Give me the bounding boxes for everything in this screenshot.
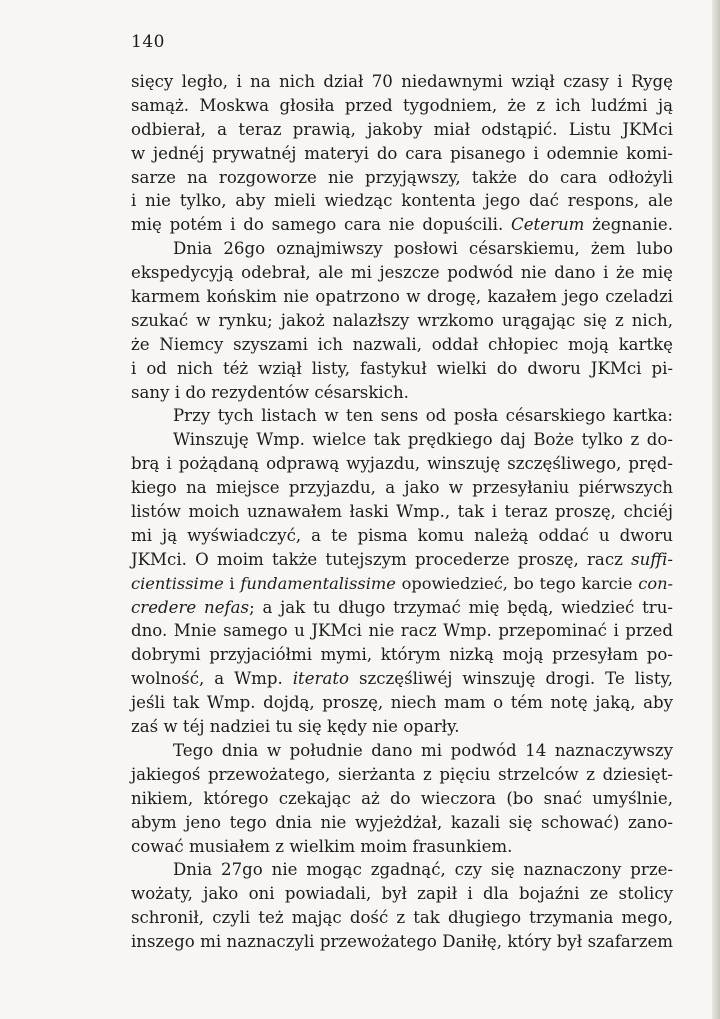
text-line	[131, 357, 673, 381]
text-line	[131, 596, 673, 620]
text-run: i nie tylko, aby mieli wiedząc kontenta jego dać respons, ale	[131, 191, 673, 211]
text-run: JKMci. O moim także tutejszym procederze proszę, racz	[131, 549, 623, 569]
text-line	[131, 213, 673, 237]
text-run: Dnia 27go nie mogąc zgadnąć, czy się naznaczony prze-	[173, 860, 673, 880]
text-line	[131, 309, 673, 333]
text-run: Tego dnia w południe dano mi podwód 14 naznaczywszy	[173, 740, 673, 760]
text-run: ekspedycyją odebrał, ale mi jeszcze podwód nie dano i że mię	[131, 263, 673, 283]
text-run: Winszuję Wmp. wielce tak prędkiego daj Boże tylko z do-	[173, 430, 673, 450]
text-run: brą i pożądaną odprawą wyjazdu, winszuję szczęśliwego, pręd-	[131, 454, 673, 474]
italic-text-run: cientissime	[131, 573, 224, 593]
italic-text-run: fundamentalissime	[240, 573, 396, 593]
text-run: wożaty, jako oni powiadali, był zapił i dla bojaźni ze stolicy	[131, 884, 673, 904]
text-line	[131, 858, 673, 882]
text-run: wolność, a Wmp.	[131, 669, 283, 689]
text-run: szukać w rynku; jakoż nalazłszy wrzkomo urągając się z nich,	[131, 310, 673, 330]
text-line	[131, 452, 673, 476]
text-line	[131, 189, 673, 213]
text-run: sany i do rezydentów césarskich.	[131, 382, 409, 402]
text-line	[131, 548, 673, 572]
text-run: nikiem, którego czekając aż do wieczora (bo snać umyślnie,	[131, 788, 673, 808]
text-run: szczęśliwéj winszuję drogi. Te listy,	[359, 669, 673, 689]
italic-text-run: con-	[638, 573, 673, 593]
text-run: jakiegoś przewożatego, sierżanta z pięciu strzelców z dziesięt-	[131, 764, 673, 784]
text-run: żegnanie.	[592, 215, 673, 235]
text-run: w jednéj prywatnéj materyi do cara pisanego i odemnie komi-	[131, 143, 673, 163]
text-line	[131, 715, 673, 739]
text-run: sięcy legło, i na nich dział 70 niedawnymi wziął czasy i Rygę	[131, 72, 673, 91]
text-run: kiego na miejsce przyjazdu, a jako w przesyłaniu piérwszych	[131, 478, 673, 498]
text-line	[131, 643, 673, 667]
text-line	[131, 94, 673, 118]
text-line	[131, 500, 673, 524]
text-line	[131, 882, 673, 906]
text-run: dno. Mnie samego u JKMci nie racz Wmp. przepominać i przed	[131, 621, 673, 641]
text-run: opowiedzieć, bo tego karcie	[401, 573, 633, 593]
text-line	[131, 261, 673, 285]
text-run: Przy tych listach w ten sens od posła césarskiego kartka:	[173, 406, 673, 426]
text-run: listów moich uznawałem łaski Wmp., tak i teraz proszę, chciéj	[131, 502, 673, 522]
text-run: karmem końskim nie opatrzono w drogę, kazałem jego czeladzi	[131, 287, 673, 307]
text-line	[131, 739, 673, 763]
text-line	[131, 166, 673, 190]
page-edge	[712, 0, 720, 1019]
text-line	[131, 835, 673, 859]
text-run: że Niemcy szyszami ich nazwali, oddał chłopiec moją kartkę	[131, 334, 673, 354]
text-run: i od nich téż wziął listy, fastykuł wielki do dworu JKMci pi-	[131, 358, 673, 378]
text-run: inszego mi naznaczyli przewożatego Daniłę, który był szafarzem	[131, 932, 673, 952]
italic-text-run: suffi-	[631, 549, 673, 569]
text-line	[131, 381, 673, 405]
text-run: zaś w téj nadziei tu się kędy nie oparły.	[131, 717, 460, 737]
text-run: schronił, czyli też mając dość z tak długiego trzymania mego,	[131, 908, 673, 928]
text-line	[131, 476, 673, 500]
text-run: abym jeno tego dnia nie wyjeżdżał, kazali się schować) zano-	[131, 812, 673, 832]
text-line	[131, 572, 673, 596]
text-line	[131, 787, 673, 811]
text-run: mi ją wyświadczyć, a te pisma komu należą oddać u dworu	[131, 525, 673, 545]
text-line	[131, 404, 673, 428]
text-line	[131, 70, 673, 94]
text-line	[131, 906, 673, 930]
text-run: samąż. Moskwa głosiła przed tygodniem, że z ich ludźmi ją	[131, 95, 673, 115]
text-line	[131, 691, 673, 715]
text-line	[131, 428, 673, 452]
text-line	[131, 237, 673, 261]
text-run: cować musiałem z wielkim moim frasunkiem.	[131, 836, 513, 856]
italic-text-run: Ceterum	[511, 215, 585, 235]
text-line	[131, 811, 673, 835]
text-run: mię potém i do samego cara nie dopuścili.	[131, 215, 504, 235]
text-run: Dnia 26go oznajmiwszy posłowi césarskiemu, żem lubo	[173, 239, 673, 259]
italic-text-run: credere nefas	[131, 597, 250, 617]
text-run: i	[229, 573, 235, 593]
text-run: sarze na rozgoworze nie przyjąwszy, także do cara odłożyli	[131, 167, 673, 187]
text-line	[131, 142, 673, 166]
text-line	[131, 118, 673, 142]
text-run: dobrymi przyjaciółmi mymi, którym nizką moją przesyłam po-	[131, 645, 673, 665]
text-run: jeśli tak Wmp. dojdą, proszę, niech mam o tém notę jaką, aby	[131, 693, 673, 713]
text-run: ; a jak tu długo trzymać mię będą, wiedzieć tru-	[249, 597, 674, 617]
italic-text-run: iterato	[292, 669, 350, 689]
text-line	[131, 333, 673, 357]
text-line	[131, 285, 673, 309]
page-number: 140	[131, 32, 165, 52]
text-line	[131, 524, 673, 548]
text-line	[131, 619, 673, 643]
text-run: odbierał, a teraz prawią, jakoby miał odstąpić. Listu JKMci	[131, 119, 673, 139]
text-line	[131, 763, 673, 787]
text-line	[131, 930, 673, 954]
text-line	[131, 667, 673, 691]
body-text	[131, 70, 673, 954]
